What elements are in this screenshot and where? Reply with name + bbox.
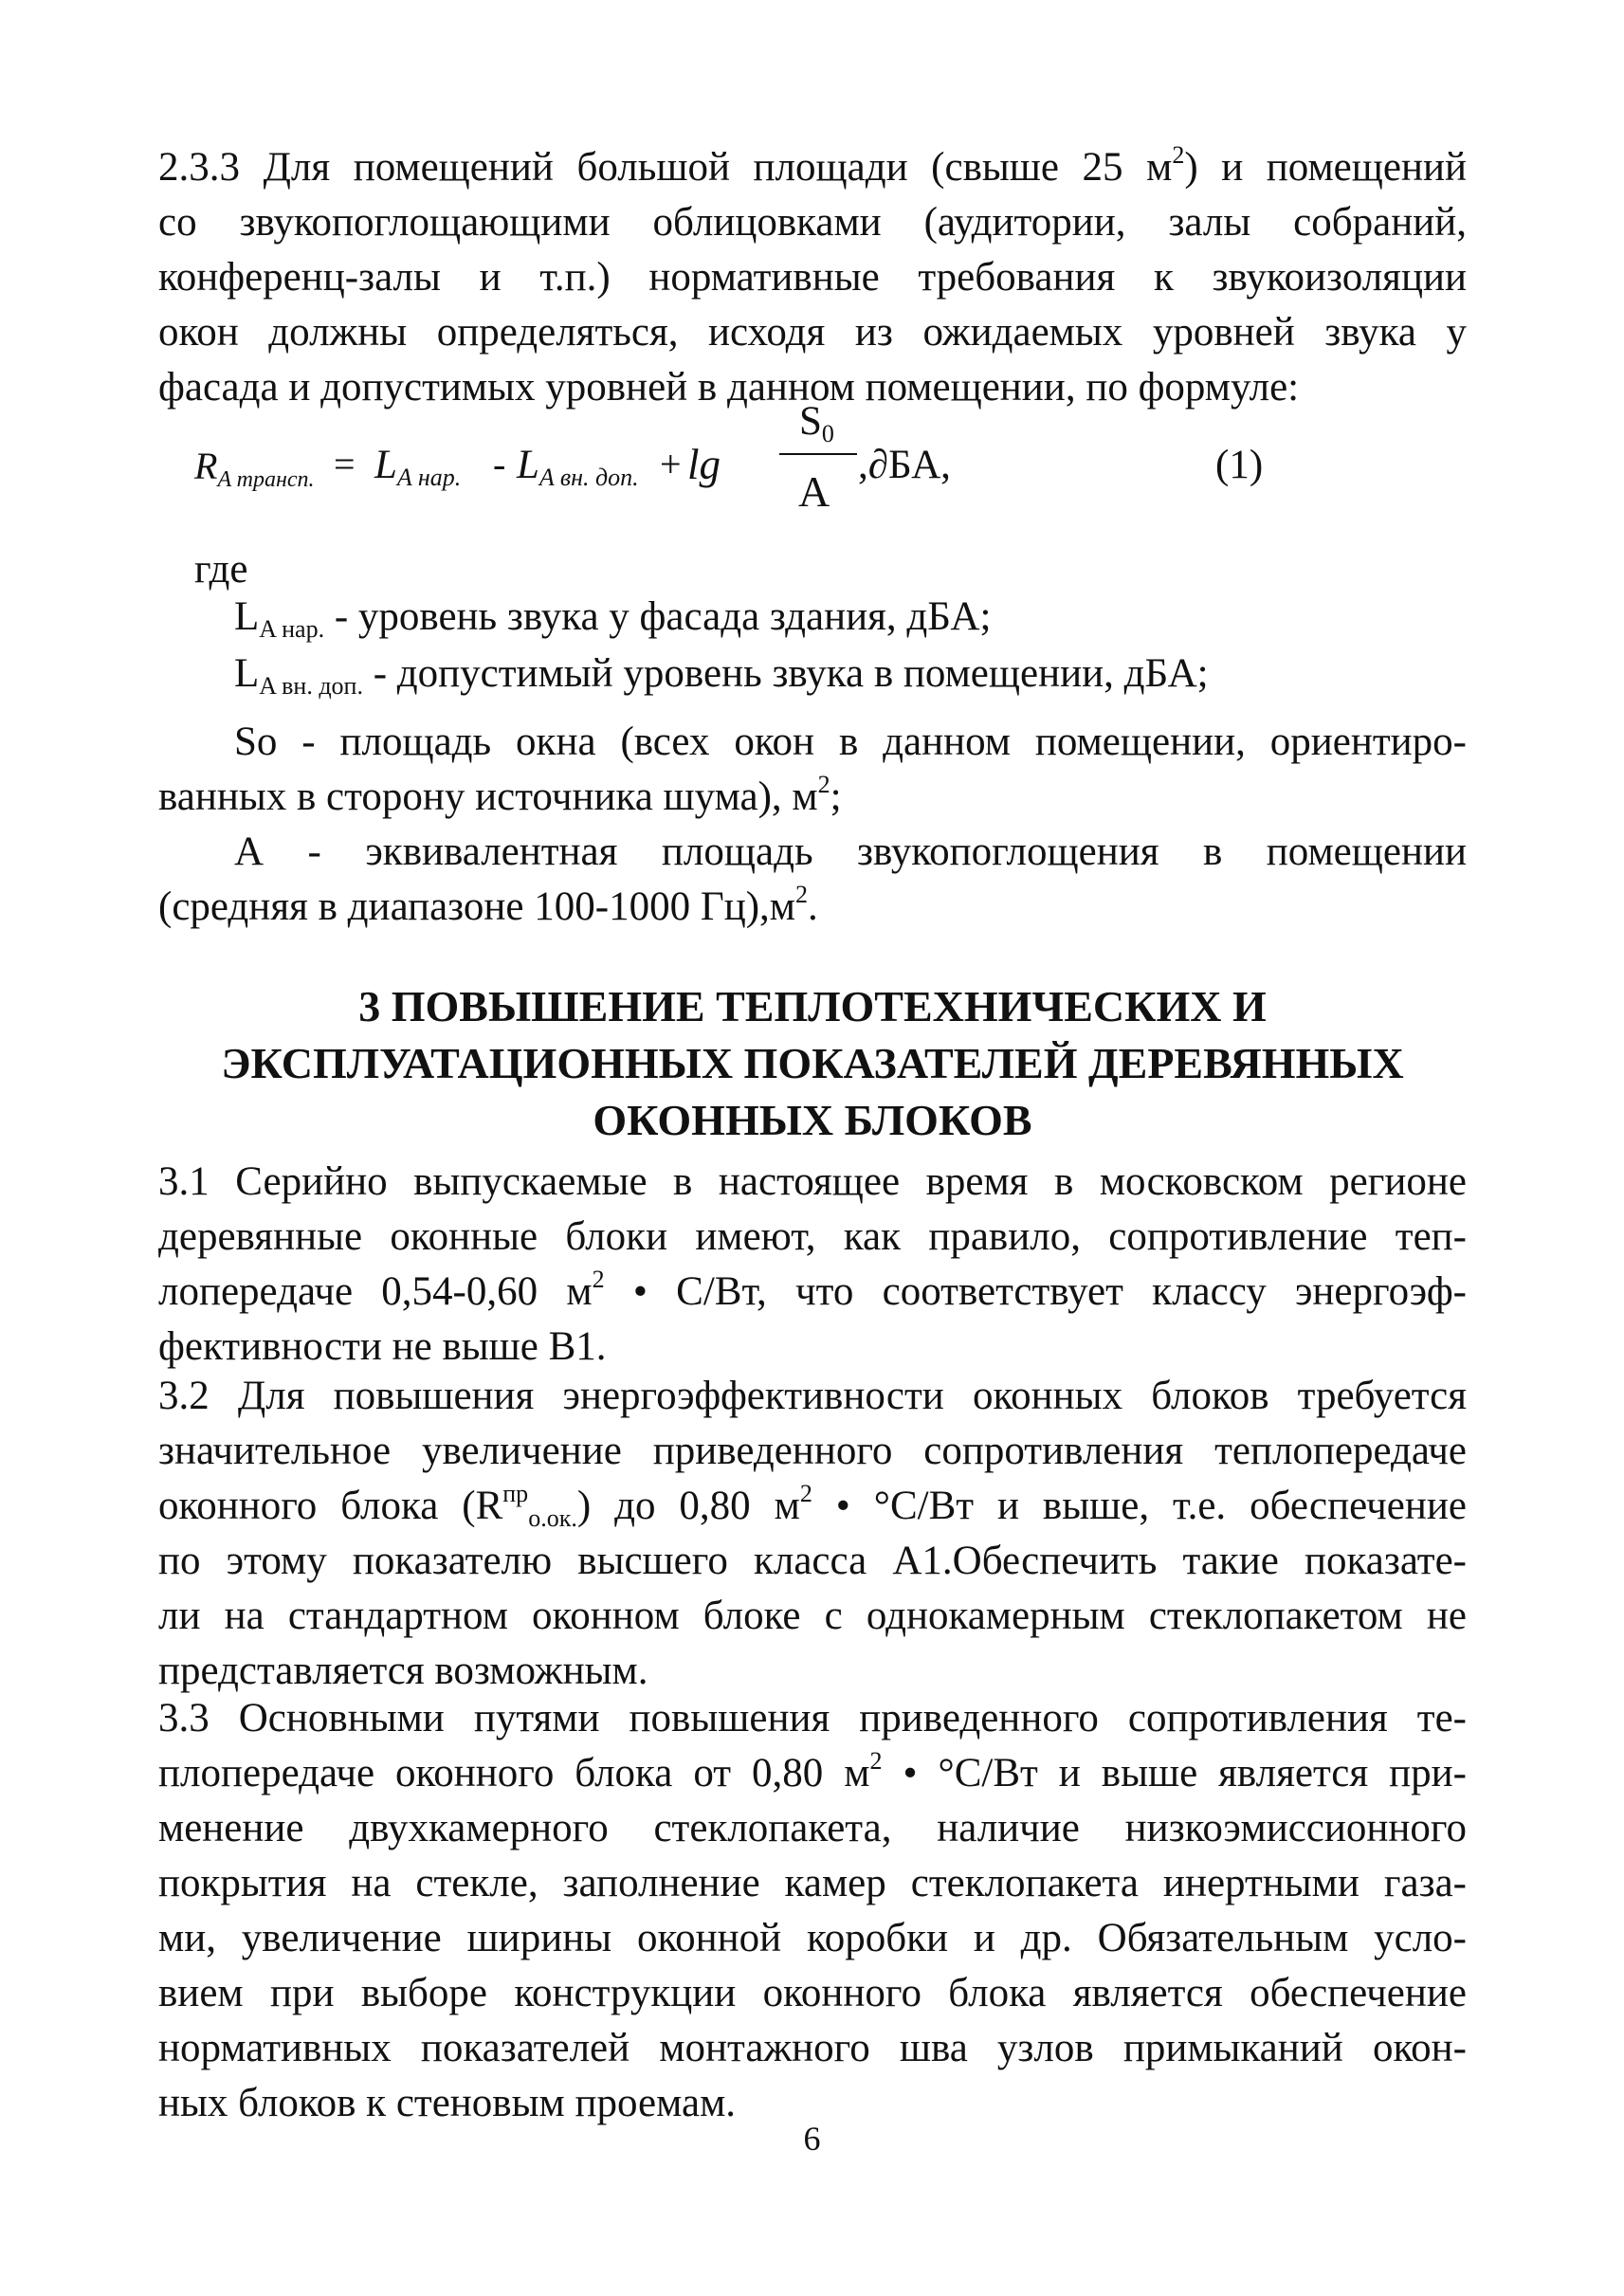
- superscript: 2: [794, 881, 808, 908]
- superscript: 2: [799, 1480, 812, 1507]
- text-line: конференц-залы и т.п.) нормативные требования к звукоизоляции: [158, 255, 1467, 300]
- legend-so: [158, 715, 1467, 825]
- text-line: ) и помещений: [1184, 145, 1467, 190]
- fraction-bar: [779, 453, 857, 455]
- formula-subscript: 0: [821, 420, 834, 447]
- text-line: вием при выборе конструкции оконного блока является обеспечение: [158, 1971, 1467, 2015]
- text-line: оконного блока (R: [158, 1484, 503, 1528]
- text-line: (средняя в диапазоне 100-1000 Гц),м: [158, 884, 795, 929]
- formula-function: lg: [687, 441, 721, 488]
- paragraph-3-1: [158, 1155, 1467, 1375]
- legend-la-vn: [234, 647, 1521, 702]
- text-line: ми, увеличение ширины оконной коробки и др. Обязательным усло-: [158, 1916, 1467, 1960]
- text-line: представляется возможным.: [158, 1649, 648, 1693]
- heading-line: 3 ПОВЫШЕНИЕ ТЕПЛОТЕХНИЧЕСКИХ И: [358, 982, 1267, 1030]
- text-line: ных блоков к стеновым проемам.: [158, 2081, 737, 2125]
- legend-la-nar: [234, 590, 1521, 645]
- text-line: ли на стандартном оконном блоке с однокамерным стеклопакетом не: [158, 1594, 1467, 1638]
- superscript: 2: [817, 771, 830, 798]
- page-number: 6: [803, 2120, 821, 2158]
- where-text: где: [194, 547, 248, 592]
- text-line: А - эквивалентная площадь звукопоглощения в помещении: [234, 829, 1467, 874]
- text-line: • °С/Вт и выше является при-: [882, 1751, 1467, 1795]
- text-line: значительное увеличение приведенного сопротивления теплопередаче: [158, 1429, 1467, 1473]
- formula-denominator: A: [798, 467, 830, 516]
- text-line: • °С/Вт и выше, т.е. обеспечение: [812, 1484, 1467, 1528]
- text-line: 3.3 Основными путями повышения приведенного сопротивления те-: [158, 1696, 1467, 1740]
- formula-number: (1): [1215, 443, 1264, 487]
- text-line: лопередаче 0,54-0,60 м: [158, 1269, 593, 1314]
- formula-subscript: A трансп.: [217, 467, 315, 492]
- paragraph-2-3-3: [158, 140, 1467, 415]
- text-line: нормативных показателей монтажного шва узлов примыканий окон-: [158, 2026, 1467, 2070]
- superscript: 2: [869, 1747, 883, 1775]
- text-line: ;: [830, 774, 842, 819]
- paragraph-3-3: [158, 1691, 1467, 2131]
- formula-operator: -: [493, 443, 506, 485]
- subscript: о.ок.: [528, 1504, 577, 1532]
- text-line: ) до 0,80 м: [576, 1484, 800, 1528]
- text-line: ванных в сторону источника шума), м: [158, 774, 818, 819]
- formula-subscript: A нар.: [259, 615, 325, 643]
- text-line: менение двухкамерного стеклопакета, наличие низкоэмиссионного: [158, 1806, 1467, 1850]
- formula-symbol: L: [234, 651, 260, 696]
- heading-line: ЭКСПЛУАТАЦИОННЫХ ПОКАЗАТЕЛЕЙ ДЕРЕВЯННЫХ: [221, 1039, 1404, 1087]
- text-line: окон должны определяться, исходя из ожидаемых уровней звука у: [158, 310, 1467, 355]
- text-line: со звукопоглощающими облицовками (аудитории, залы собраний,: [158, 200, 1467, 245]
- text-line: плопередаче оконного блока от 0,80 м: [158, 1751, 870, 1795]
- text-line: фасада и допустимых уровней в данном помещении, по формуле:: [158, 365, 1300, 410]
- legend-text: - уровень звука у фасада здания, дБА;: [324, 594, 992, 639]
- text-line: 3.1 Серийно выпускаемые в настоящее время в московском регионе: [158, 1159, 1467, 1204]
- text-line: по этому показателю высшего класса А1.Обеспечить такие показате-: [158, 1539, 1467, 1583]
- text-line: So - площадь окна (всех окон в данном помещении, ориентиро-: [234, 720, 1467, 764]
- formula-subscript: A нар.: [396, 464, 462, 491]
- superscript: пр: [502, 1480, 529, 1507]
- text-line: деревянные оконные блоки имеют, как правило, сопротивление теп-: [158, 1214, 1467, 1259]
- heading-line: ОКОННЫХ БЛОКОВ: [593, 1096, 1032, 1144]
- formula-subscript: A вн. доп.: [259, 672, 363, 700]
- text-line: • С/Вт, что соответствует классу энергоэф-: [604, 1269, 1467, 1314]
- superscript: 2: [592, 1266, 605, 1293]
- formula-operator: +: [660, 443, 682, 485]
- formula-operator: =: [334, 443, 356, 485]
- text-line: 3.2 Для повышения энергоэффективности оконных блоков требуется: [158, 1374, 1467, 1418]
- section-heading: [158, 978, 1467, 1149]
- text-line: .: [807, 884, 818, 929]
- formula-symbol: L: [234, 594, 260, 639]
- legend-text: - допустимый уровень звука в помещении, дБА;: [362, 651, 1209, 696]
- formula-symbol: L: [374, 443, 397, 487]
- formula-numerator: S: [799, 399, 822, 444]
- text-line: фективности не выше В1.: [158, 1324, 607, 1369]
- text-line: 2.3.3 Для помещений большой площади (свыше 25 м: [158, 145, 1173, 190]
- superscript: 2: [1172, 141, 1185, 169]
- formula-symbol: L: [517, 443, 539, 487]
- formula-unit: ,∂БА,: [858, 443, 951, 487]
- formula-symbol: R: [194, 445, 218, 487]
- legend-a: [158, 825, 1467, 935]
- paragraph-3-2: [158, 1369, 1467, 1699]
- formula-subscript: A вн. доп.: [538, 464, 639, 491]
- text-line: покрытия на стекле, заполнение камер стеклопакета инертными газа-: [158, 1861, 1467, 1905]
